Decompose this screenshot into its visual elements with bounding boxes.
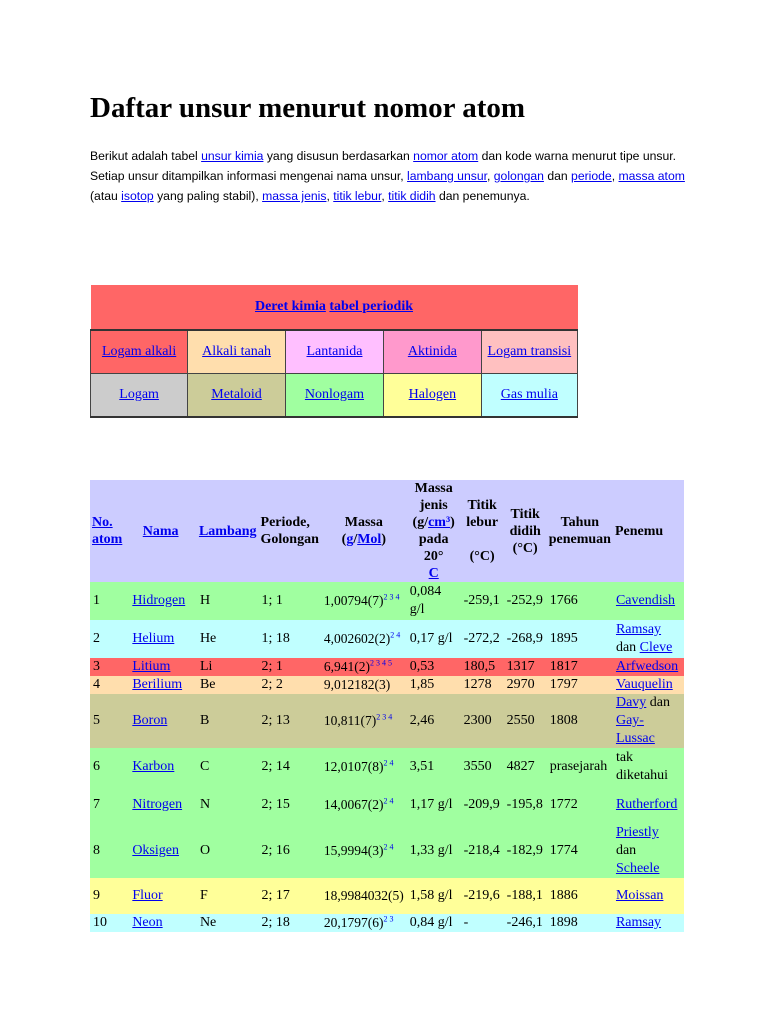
- legend-cell: [188, 330, 286, 374]
- cell-penemu: [613, 824, 684, 878]
- cell-massa-jenis: 2,46: [409, 713, 435, 728]
- element-name-link[interactable]: Helium: [132, 631, 175, 646]
- cell-nama: [124, 786, 197, 824]
- legend-link[interactable]: Aktinida: [407, 344, 457, 359]
- table-row: [90, 694, 684, 748]
- cell-nama: [124, 878, 197, 914]
- cell-no: 7: [93, 797, 100, 812]
- cell-titik-lebur: 1278: [463, 677, 492, 692]
- intro-text: yang paling stabil),: [153, 189, 263, 203]
- massa-value: 20,1797(6): [323, 915, 384, 930]
- legend-link[interactable]: Alkali tanah: [202, 344, 271, 359]
- legend-header: [91, 285, 578, 330]
- legend-cell: [285, 330, 383, 374]
- legend-cell: [285, 374, 383, 418]
- cell-nama: [124, 620, 197, 658]
- cell-lambang: He: [199, 631, 217, 646]
- tabel-periodik-link[interactable]: tabel periodik: [329, 299, 413, 314]
- legend-link[interactable]: Gas mulia: [500, 387, 558, 402]
- discoverer-text: dan: [615, 640, 640, 655]
- table-row: [90, 658, 684, 676]
- cell-penemu: [613, 786, 684, 824]
- cell-massa-jenis: 0,53: [409, 659, 435, 674]
- intro-link[interactable]: lambang unsur: [407, 169, 487, 183]
- col-massa-jenis: Massa jenis (g/cm³) pada 20° C: [407, 480, 461, 582]
- col-titik-didih: Titik didih (°C): [504, 480, 547, 582]
- deret-kimia-link[interactable]: Deret kimia: [254, 299, 326, 314]
- massa-value: 14,0067(2): [323, 797, 384, 812]
- cell-massa-jenis: 0,084 g/l: [409, 584, 442, 617]
- cell-massa-jenis: 3,51: [409, 759, 435, 774]
- cell-titik-didih: -268,9: [506, 631, 543, 646]
- cell-no: 6: [93, 759, 100, 774]
- element-name-link[interactable]: Karbon: [132, 759, 175, 774]
- cell-titik-didih: -182,9: [506, 843, 543, 858]
- cell-lambang: H: [199, 593, 211, 608]
- cell-periode: 2; 17: [261, 888, 290, 903]
- intro-text: ,: [487, 169, 494, 183]
- cell-titik-lebur: 180,5: [463, 659, 496, 674]
- cell-nama: [124, 676, 197, 694]
- cell-titik-lebur: -209,9: [463, 797, 500, 812]
- cell-penemu: [613, 694, 684, 748]
- intro-link[interactable]: periode: [571, 169, 612, 183]
- col-periode: Periode, Golongan: [259, 480, 321, 582]
- legend-table: [90, 285, 578, 418]
- col-titik-lebur: Titik lebur (°C): [461, 480, 504, 582]
- cell-lambang: C: [199, 759, 210, 774]
- intro-link[interactable]: titik didih: [388, 189, 436, 203]
- intro-link[interactable]: nomor atom: [413, 149, 479, 163]
- element-name-link[interactable]: Berilium: [132, 677, 183, 692]
- cell-titik-lebur: -219,6: [463, 888, 500, 903]
- cell-penemu: [613, 914, 684, 932]
- cell-tahun: 1808: [549, 713, 578, 728]
- cell-titik-didih: -188,1: [506, 888, 543, 903]
- legend-link[interactable]: Halogen: [408, 387, 457, 402]
- cell-penemu: [613, 748, 684, 786]
- discoverer-link[interactable]: Scheele: [615, 861, 660, 876]
- cell-massa: [321, 694, 407, 748]
- reference-links[interactable]: 2 3 4: [376, 712, 393, 722]
- intro-link[interactable]: unsur kimia: [201, 149, 264, 163]
- discoverer-text: tak diketahui: [615, 750, 669, 783]
- massa-value: 4,002602(2): [323, 631, 391, 646]
- legend-link[interactable]: Nonlogam: [304, 387, 365, 402]
- cell-penemu: [613, 582, 684, 620]
- cell-no: 3: [93, 659, 100, 674]
- cell-periode: 2; 2: [261, 677, 283, 692]
- cell-nama: [124, 694, 197, 748]
- cell-nama: [124, 824, 197, 878]
- massa-value: 12,0107(8): [323, 759, 384, 774]
- discoverer-link[interactable]: Gay-Lussac: [615, 713, 655, 746]
- cell-no: 9: [93, 888, 100, 903]
- legend-cell: [384, 330, 482, 374]
- table-row: [90, 824, 684, 878]
- element-name-link[interactable]: Boron: [132, 713, 168, 728]
- intro-link[interactable]: isotop: [121, 189, 154, 203]
- massa-value: 6,941(2): [323, 659, 370, 674]
- cell-titik-didih: 2970: [506, 677, 535, 692]
- cell-no: 2: [93, 631, 100, 646]
- cell-periode: 2; 15: [261, 797, 290, 812]
- legend-cell: [481, 330, 577, 374]
- cell-lambang: O: [199, 843, 211, 858]
- reference-links[interactable]: 2 4: [383, 842, 394, 852]
- intro-text: ,: [611, 169, 619, 183]
- massa-value: 1,00794(7): [323, 593, 384, 608]
- cell-periode: 1; 1: [261, 593, 283, 608]
- cell-lambang: Li: [199, 659, 213, 674]
- cell-titik-didih: 4827: [506, 759, 535, 774]
- element-name-link[interactable]: Neon: [132, 915, 163, 930]
- cell-no: 1: [93, 593, 100, 608]
- discoverer-link[interactable]: Cavendish: [615, 593, 676, 608]
- cell-nama: [124, 914, 197, 932]
- intro-link[interactable]: massa atom: [618, 169, 685, 183]
- cell-titik-lebur: -: [463, 915, 469, 930]
- discoverer-link[interactable]: Vauquelin: [615, 677, 673, 692]
- table-row: [90, 914, 684, 932]
- table-row: [90, 582, 684, 620]
- cell-tahun: prasejarah: [549, 759, 608, 774]
- intro-text: dan: [543, 169, 572, 183]
- cell-penemu: [613, 658, 684, 676]
- cell-tahun: 1797: [549, 677, 578, 692]
- cell-lambang: Ne: [199, 915, 217, 930]
- elements-table: [90, 480, 684, 932]
- intro-text: ,: [326, 189, 334, 203]
- cell-massa: [321, 582, 407, 620]
- cell-penemu: [613, 878, 684, 914]
- col-massa: Massa (g/Mol): [321, 480, 407, 582]
- cell-tahun: 1772: [549, 797, 578, 812]
- cell-no: 4: [93, 677, 100, 692]
- legend-link[interactable]: Logam transisi: [487, 344, 572, 359]
- legend-link[interactable]: Metaloid: [211, 387, 262, 402]
- cell-tahun: 1817: [549, 659, 578, 674]
- intro-text: yang disusun berdasarkan: [263, 149, 414, 163]
- table-row: [90, 748, 684, 786]
- discoverer-link[interactable]: Priestly: [615, 825, 659, 840]
- intro-link[interactable]: titik lebur: [333, 189, 382, 203]
- cell-periode: 2; 13: [261, 713, 290, 728]
- massa-value: 15,9994(3): [323, 843, 384, 858]
- intro-text: ,: [381, 189, 389, 203]
- intro-text: dan penemunya.: [435, 189, 530, 203]
- cell-tahun: 1898: [549, 915, 578, 930]
- intro-link[interactable]: massa jenis: [262, 189, 327, 203]
- reference-links[interactable]: 2 4: [390, 630, 401, 640]
- cell-titik-didih: -252,9: [506, 593, 543, 608]
- discoverer-link[interactable]: Moissan: [615, 888, 664, 903]
- cell-massa: [321, 620, 407, 658]
- cell-massa-jenis: 1,33 g/l: [409, 843, 453, 858]
- cell-penemu: [613, 676, 684, 694]
- massa-value: 18,9984032(5): [323, 888, 404, 903]
- cell-massa: [321, 786, 407, 824]
- element-name-link[interactable]: Litium: [132, 659, 171, 674]
- legend-cell: [91, 330, 188, 374]
- cell-lambang: Be: [199, 677, 216, 692]
- legend-link[interactable]: Lantanida: [306, 344, 363, 359]
- cell-massa-jenis: 0,17 g/l: [409, 631, 453, 646]
- legend-link[interactable]: Logam alkali: [101, 344, 177, 359]
- legend-link[interactable]: Logam: [119, 387, 159, 402]
- cell-massa-jenis: 1,58 g/l: [409, 888, 453, 903]
- cell-no: 8: [93, 843, 100, 858]
- cell-nama: [124, 582, 197, 620]
- cell-massa: [321, 914, 407, 932]
- cell-nama: [124, 748, 197, 786]
- cell-titik-lebur: -218,4: [463, 843, 500, 858]
- cell-lambang: N: [199, 797, 211, 812]
- element-name-link[interactable]: Nitrogen: [132, 797, 183, 812]
- cell-massa: [321, 748, 407, 786]
- element-name-link[interactable]: Hidrogen: [132, 593, 186, 608]
- cell-periode: 2; 14: [261, 759, 290, 774]
- cell-titik-lebur: 2300: [463, 713, 492, 728]
- cell-tahun: 1886: [549, 888, 578, 903]
- cell-titik-didih: -195,8: [506, 797, 543, 812]
- legend-cell: [91, 374, 188, 418]
- cell-massa-jenis: 0,84 g/l: [409, 915, 453, 930]
- discoverer-link[interactable]: Cleve: [639, 640, 673, 655]
- discoverer-link[interactable]: Arfwedson: [615, 659, 679, 674]
- cell-lambang: F: [199, 888, 208, 903]
- cell-titik-didih: 1317: [506, 659, 535, 674]
- discoverer-link[interactable]: Rutherford: [615, 797, 678, 812]
- cell-titik-lebur: 3550: [463, 759, 492, 774]
- table-row: [90, 620, 684, 658]
- cell-periode: 2; 1: [261, 659, 283, 674]
- col-tahun: Tahun penemuan: [547, 480, 613, 582]
- element-name-link[interactable]: Oksigen: [132, 843, 179, 858]
- col-penemu: Penemu: [613, 480, 684, 582]
- reference-links[interactable]: 2 4: [383, 796, 394, 806]
- cell-periode: 2; 16: [261, 843, 290, 858]
- table-row: [90, 878, 684, 914]
- col-no[interactable]: No. atom: [90, 480, 124, 582]
- cell-periode: 1; 18: [261, 631, 290, 646]
- legend-cell: [384, 374, 482, 418]
- cell-nama: [124, 658, 197, 676]
- table-row: [90, 676, 684, 694]
- table-header-row: [90, 480, 684, 582]
- intro-paragraph: [90, 146, 690, 206]
- cell-periode: 2; 18: [261, 915, 290, 930]
- discoverer-link[interactable]: Ramsay: [615, 622, 662, 637]
- page-title: Daftar unsur menurut nomor atom: [90, 92, 526, 124]
- cell-massa: [321, 878, 407, 914]
- cell-no: 10: [93, 915, 107, 930]
- reference-links[interactable]: 2 3: [383, 914, 394, 924]
- cell-tahun: 1766: [549, 593, 578, 608]
- col-nama[interactable]: Nama: [124, 480, 197, 582]
- legend-cell: [481, 374, 577, 418]
- element-name-link[interactable]: Fluor: [132, 888, 163, 903]
- reference-links[interactable]: 2 4: [383, 758, 394, 768]
- cell-titik-didih: 2550: [506, 713, 535, 728]
- reference-links[interactable]: 2 3 4 5: [370, 658, 392, 668]
- cell-tahun: 1774: [549, 843, 578, 858]
- discoverer-text: dan: [615, 843, 637, 858]
- intro-text: (atau: [90, 189, 122, 203]
- cell-titik-lebur: -259,1: [463, 593, 500, 608]
- discoverer-link[interactable]: Davy: [615, 695, 647, 710]
- cell-no: 5: [93, 713, 100, 728]
- reference-links[interactable]: 2 3 4: [383, 592, 400, 602]
- cell-lambang: B: [199, 713, 210, 728]
- cell-massa-jenis: 1,17 g/l: [409, 797, 453, 812]
- intro-text: dan kode warna menurut tipe unsur. Setiap unsur ditampilkan informasi mengenai nama unsur,: [90, 149, 677, 183]
- cell-massa: [321, 658, 407, 676]
- intro-text: Berikut adalah tabel: [90, 149, 202, 163]
- cell-titik-didih: -246,1: [506, 915, 543, 930]
- massa-value: 9,012182(3): [323, 677, 391, 692]
- legend-cell: [188, 374, 286, 418]
- table-row: [90, 786, 684, 824]
- discoverer-link[interactable]: Ramsay: [615, 915, 662, 930]
- massa-value: 10,811(7): [323, 713, 377, 728]
- cell-titik-lebur: -272,2: [463, 631, 500, 646]
- cell-tahun: 1895: [549, 631, 578, 646]
- intro-link[interactable]: golongan: [493, 169, 544, 183]
- cell-penemu: [613, 620, 684, 658]
- col-lambang[interactable]: Lambang: [197, 480, 259, 582]
- discoverer-text: dan: [646, 695, 670, 710]
- cell-massa: [321, 676, 407, 694]
- cell-massa: [321, 824, 407, 878]
- cell-massa-jenis: 1,85: [409, 677, 435, 692]
